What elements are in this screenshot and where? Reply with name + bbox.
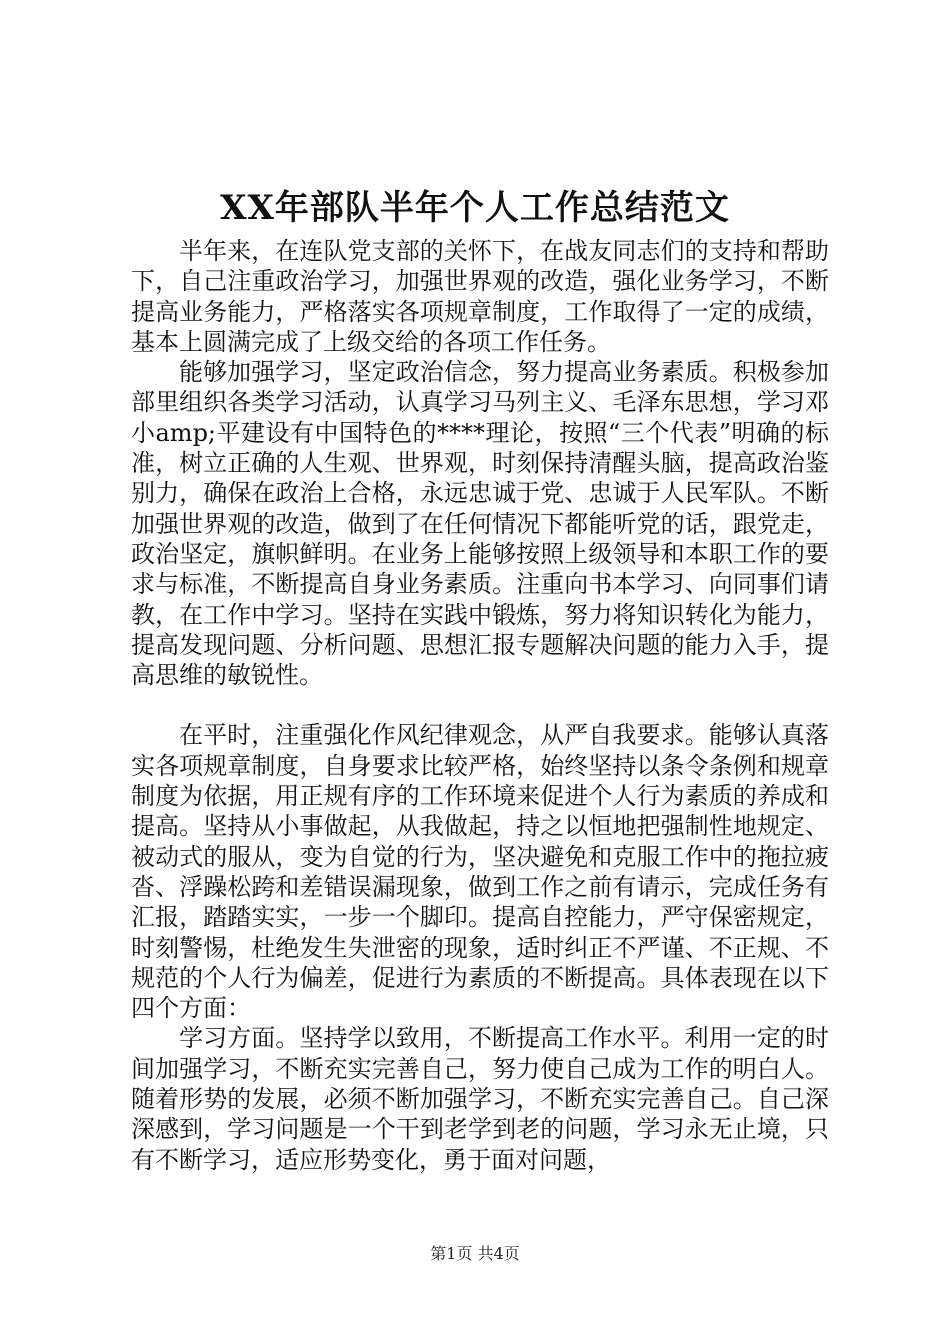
paragraph-learning: 学习方面。坚持学以致用，不断提高工作水平。利用一定的时间加强学习，不断充实完善自己，努力使自己成为工作的明白人。随着形势的发展，必须不断加强学习，不断充实完善自己。自己深深感到，学习问题是一个干到老学到老的问题，学习永无止境，只有不断学习，适应形势变化，勇于面对问题，: [131, 1024, 829, 1174]
paragraph-study: 能够加强学习，坚定政治信念，努力提高业务素质。积极参加部里组织各类学习活动，认真学习马列主义、毛泽东思想，学习邓小amp;平建设有中国特色的****理论，按照“三个代表”明确的标准，树立正确的人生观、世界观，时刻保持清醒头脑，提高政治鉴别力，确保在政治上合格，永远忠诚于党、忠诚于人民军队。不断加强世界观的改造，做到了在任何情况下都能听党的话，跟党走，政治坚定，旗帜鲜明。在业务上能够按照上级领导和本职工作的要求与标准，不断提高自身业务素质。注重向书本学习、向同事们请教，在工作中学习。坚持在实践中锻炼，努力将知识转化为能力，提高发现问题、分析问题、思想汇报专题解决问题的能力入手，提高思维的敏锐性。: [131, 358, 829, 690]
document-body: [131, 236, 829, 1175]
paragraph-intro: 半年来，在连队党支部的关怀下，在战友同志们的支持和帮助下，自己注重政治学习，加强世界观的改造，强化业务学习，不断提高业务能力，严格落实各项规章制度，工作取得了一定的成绩，基本上圆满完成了上级交给的各项工作任务。: [131, 237, 829, 356]
page-number: 第1页 共4页: [430, 1244, 520, 1263]
paragraph-discipline: 在平时，注重强化作风纪律观念，从严自我要求。能够认真落实各项规章制度，自身要求比较严格，始终坚持以条令条例和规章制度为依据，用正规有序的工作环境来促进个人行为素质的养成和提高。坚持从小事做起，从我做起，持之以恒地把强制性地规定、被动式的服从，变为自觉的行为，坚决避免和克服工作中的拖拉疲沓、浮躁松跨和差错误漏现象，做到工作之前有请示，完成任务有汇报，踏踏实实，一步一个脚印。提高自控能力，严守保密规定，时刻警惕，杜绝发生失泄密的现象，适时纠正不严谨、不正规、不规范的个人行为偏差，促进行为素质的不断提高。具体表现在以下四个方面：: [131, 721, 829, 1023]
document-title: XX年部队半年个人工作总结范文: [220, 188, 730, 228]
